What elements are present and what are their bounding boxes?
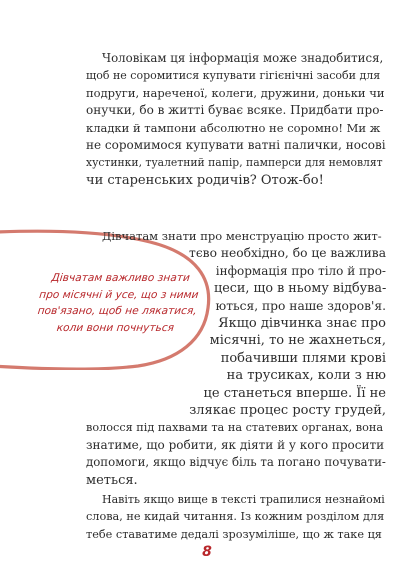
text-line: ються, про наше здоров'я. (215, 298, 386, 313)
text-line: злякає процес росту грудей, (189, 403, 386, 418)
text-line: кладки й тампони абсолютно не соромно! Ми ж (86, 120, 381, 135)
text-line: подруги, нареченої, колеги, дружини, доньки чи (86, 85, 385, 100)
text-line: щоб не соромитися купувати гігієнічні засоби для (86, 69, 381, 83)
text-line: допомоги, якщо відчує біль та погано почувати- (86, 455, 386, 470)
text-line: Чоловікам ця інформація може знадобитися, (102, 51, 384, 65)
text-line: побачивши плями крові (220, 350, 386, 366)
text-line: Навіть якщо вище в тексті трапилися незнайомі (102, 493, 385, 506)
callout-line: Дівчатам важливо знати (50, 272, 191, 284)
text-line: чи старенських родичів? Отож-бо! (86, 172, 324, 188)
text-line: волосся під пахвами та на статевих органах, вона (86, 421, 384, 435)
text-line: інформація про тіло й про- (215, 263, 386, 278)
page-number: 8 (202, 544, 212, 560)
text-line: тєво необхідно, бо це важлива (189, 246, 386, 261)
text-line: хустинки, туалетний папір, памперси для немовлят (86, 156, 383, 170)
text-line: знатиме, що робити, як діяти й у кого просити (86, 437, 385, 452)
paragraph-1 (86, 50, 386, 189)
callout-line: про місячні й усе, що з ними (38, 288, 200, 301)
text-line: Якщо дівчинка знає про (218, 316, 386, 331)
callout-line: коли вони почнуться (56, 321, 175, 334)
text-line: слова, не кидай читання. Із кожним розділом для (86, 510, 385, 524)
text-line: це станеться вперше. Її не (203, 385, 386, 401)
text-line: не соромимося купувати ватні палички, носові (86, 137, 386, 152)
text-line: місячні, то не жахнеться, (209, 333, 386, 349)
text-line: на трусиках, коли з ню (226, 368, 386, 384)
callout-line: пов'язано, щоб не лякатися, (37, 305, 198, 317)
text-line: цеси, що в ньому відбува- (214, 281, 387, 297)
text-line: Дівчатам знати про менструацію просто жит- (102, 229, 382, 243)
text-line: тебе ставатиме дедалі зрозуміліше, що ж таке ця (86, 527, 382, 541)
callout-quote (31, 270, 206, 336)
text-line: меться. (86, 472, 138, 488)
text-line: онучки, бо в житті буває всяке. Придбати про- (86, 103, 384, 118)
